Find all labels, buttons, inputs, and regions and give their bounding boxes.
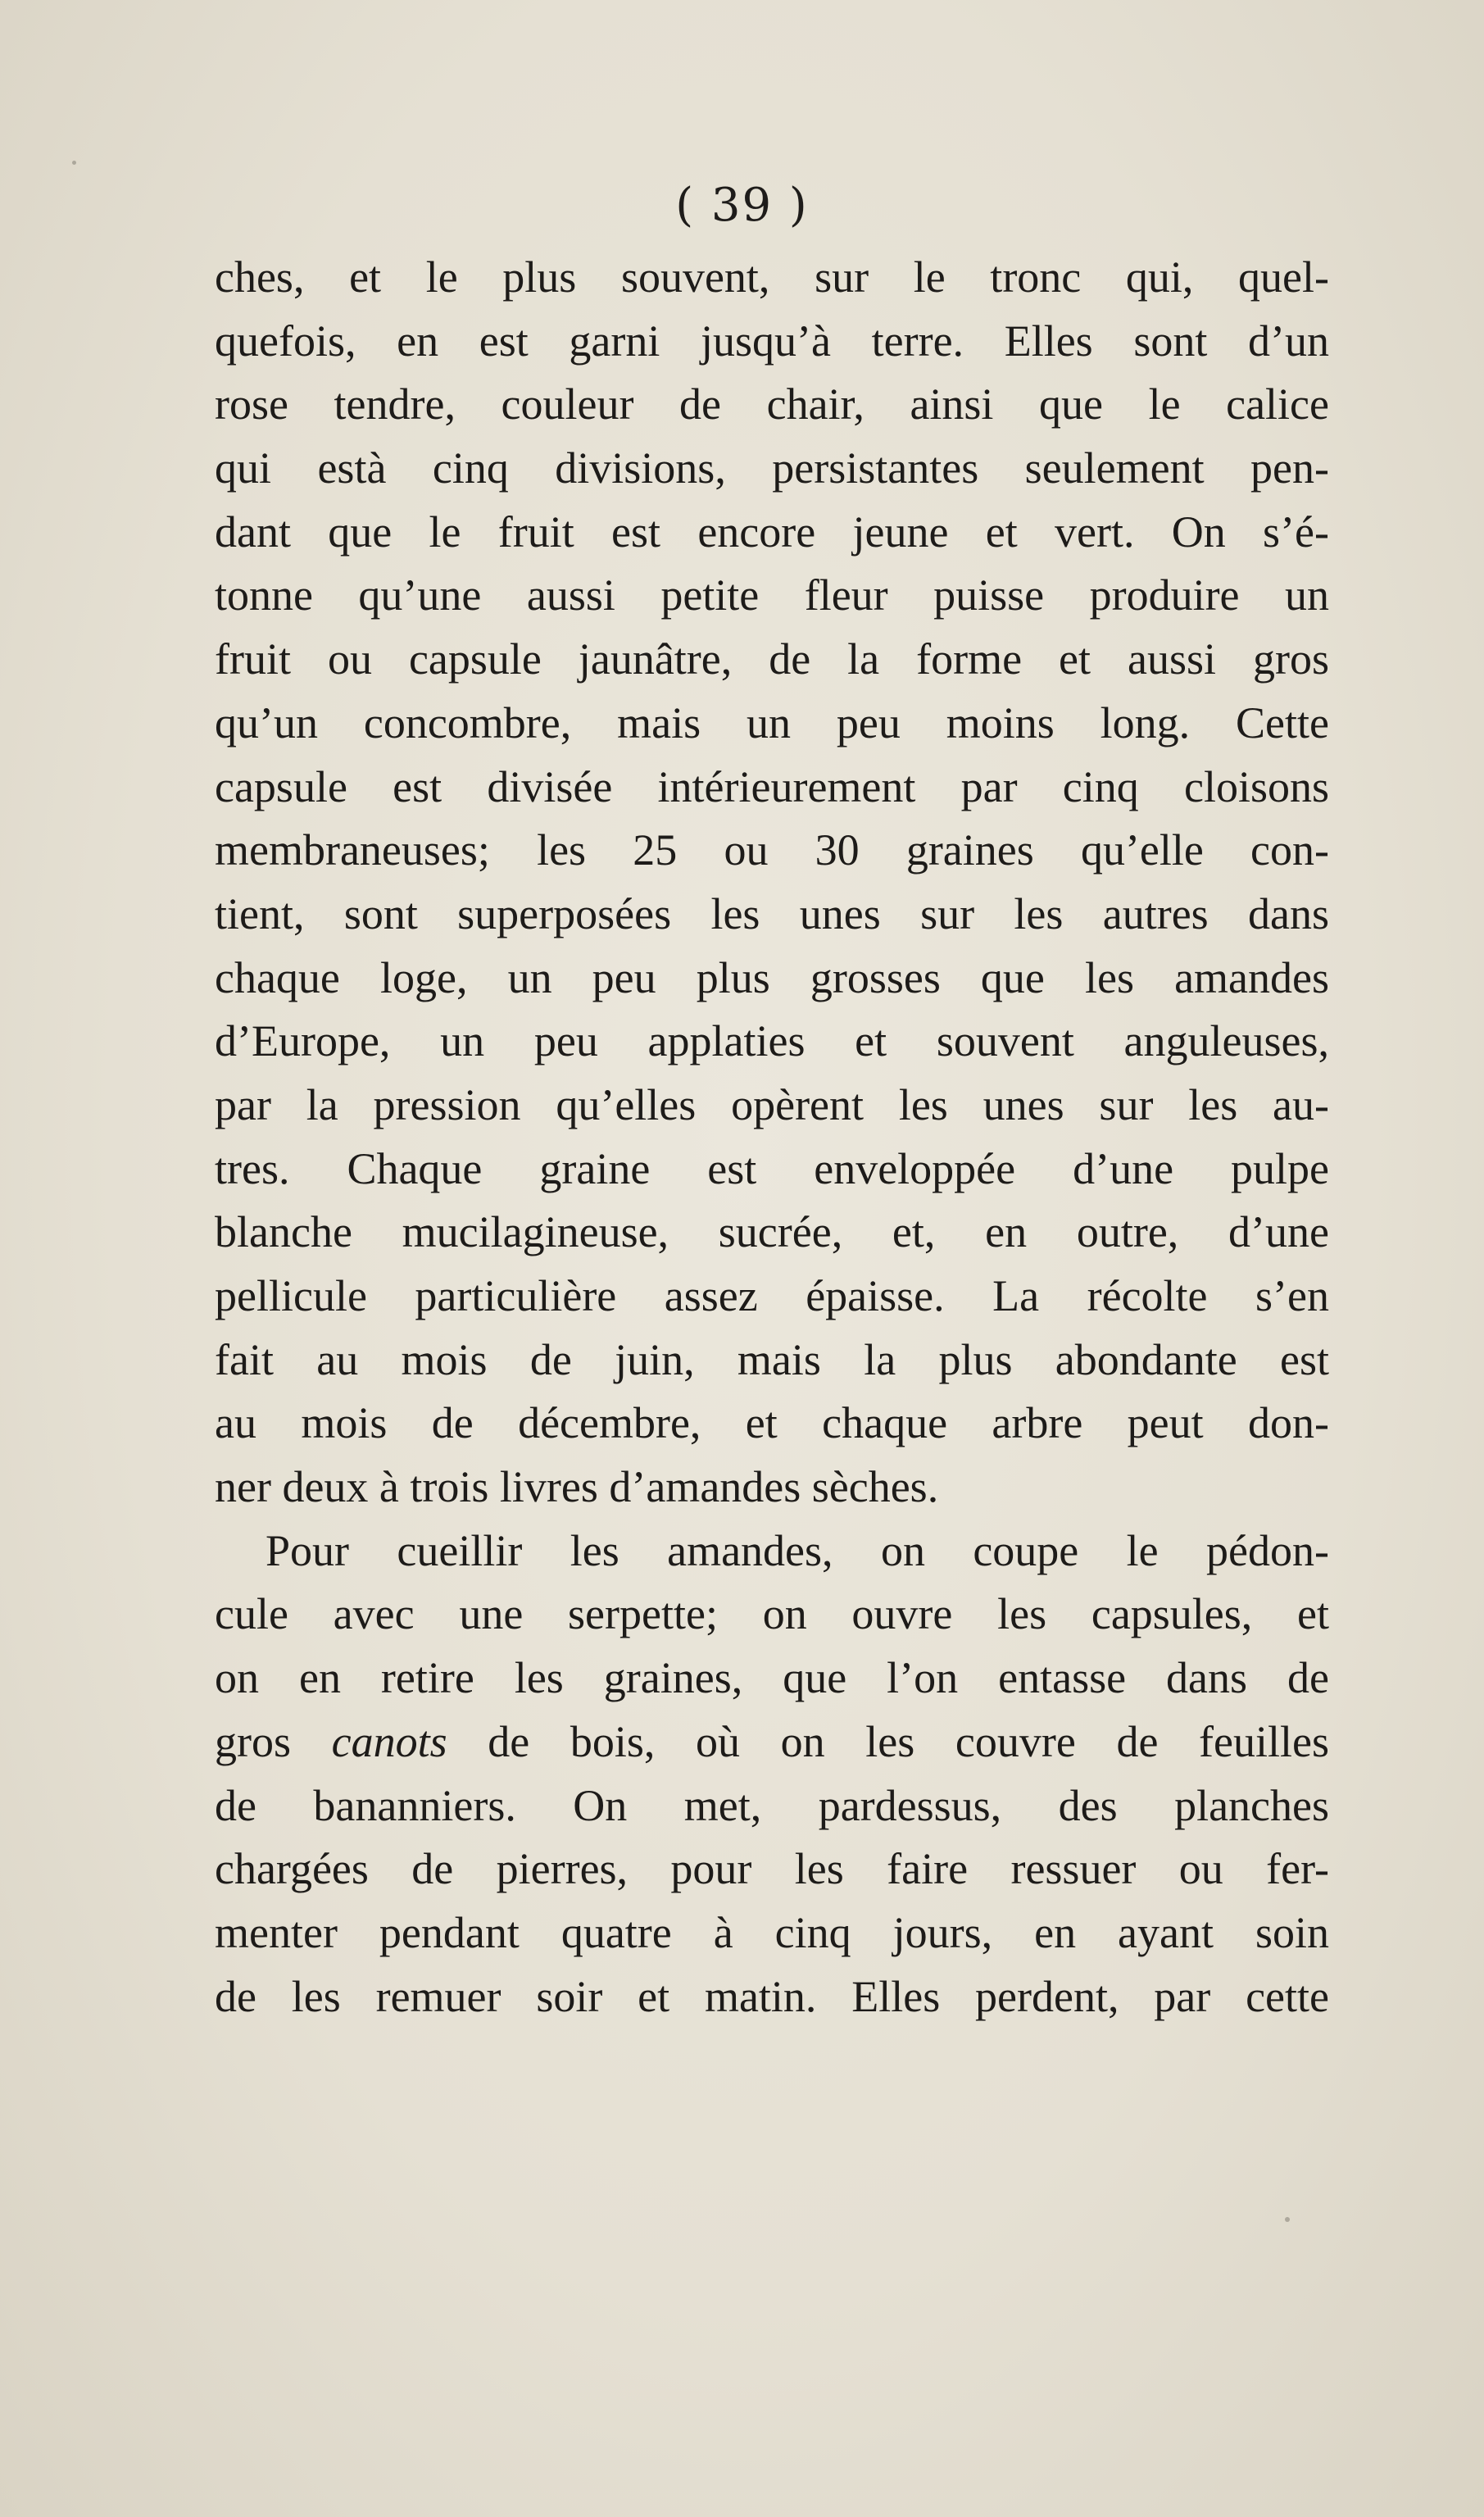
text-line: de les remuer soir et matin. Elles perdent, par cette	[215, 1971, 1329, 2021]
text-line: Pour cueillir les amandes, on coupe le pédon-	[265, 1525, 1329, 1575]
text-line: membraneuses; les 25 ou 30 graines qu’elle con-	[215, 825, 1329, 875]
text-line: capsule est divisée intérieurement par cinq cloisons	[215, 761, 1329, 811]
text-line-with-italic	[215, 1711, 1329, 1774]
text-line: ches, et le plus souvent, sur le tronc qui, quel-	[215, 252, 1329, 302]
italic-term: canots	[331, 1716, 447, 1766]
text-line: quefois, en est garni jusqu’à terre. Elles sont d’un	[215, 316, 1329, 366]
paper-speck	[72, 161, 76, 165]
text-fragment: de bois, où on les couvre de feuilles	[488, 1716, 1329, 1766]
page-number: ( 39 )	[675, 179, 809, 232]
text-line: fait au mois de juin, mais la plus abondante est	[215, 1334, 1329, 1384]
text-line: chaque loge, un peu plus grosses que les amandes	[215, 952, 1329, 1002]
text-line: pellicule particulière assez épaisse. La récolte s’en	[215, 1271, 1329, 1320]
text-line: fruit ou capsule jaunâtre, de la forme et aussi gros	[215, 634, 1329, 684]
text-line: menter pendant quatre à cinq jours, en ayant soin	[215, 1907, 1329, 1957]
text-line: d’Europe, un peu applaties et souvent anguleuses,	[215, 1016, 1329, 1066]
text-line: de bananniers. On met, pardessus, des planches	[215, 1780, 1329, 1830]
text-line: blanche mucilagineuse, sucrée, et, en outre, d’une	[215, 1207, 1329, 1257]
text-line: dant que le fruit est encore jeune et vert. On s’é-	[215, 507, 1329, 557]
text-line: tient, sont superposées les unes sur les autres dans	[215, 888, 1329, 938]
text-line: par la pression qu’elles opèrent les unes sur les au-	[215, 1079, 1329, 1129]
text-line: cule avec une serpette; on ouvre les capsules, et	[215, 1589, 1329, 1639]
text-line: tres. Chaque graine est enveloppée d’une pulpe	[215, 1143, 1329, 1193]
paper-speck	[1285, 2217, 1290, 2222]
text-line: au mois de décembre, et chaque arbre peut don-	[215, 1398, 1329, 1448]
text-fragment: gros	[215, 1716, 291, 1766]
text-line: qui està cinq divisions, persistantes seulement pen-	[215, 443, 1329, 493]
text-line: tonne qu’une aussi petite fleur puisse produire un	[215, 570, 1329, 620]
text-line: qu’un concombre, mais un peu moins long. Cette	[215, 697, 1329, 747]
text-line: on en retire les graines, que l’on entasse dans de	[215, 1653, 1329, 1703]
body-text	[215, 246, 1329, 2029]
text-line: chargées de pierres, pour les faire ressuer ou fer-	[215, 1844, 1329, 1894]
text-line: rose tendre, couleur de chair, ainsi que le calice	[215, 379, 1329, 429]
text-line: ner deux à trois livres d’amandes sèches.	[215, 1462, 939, 1512]
